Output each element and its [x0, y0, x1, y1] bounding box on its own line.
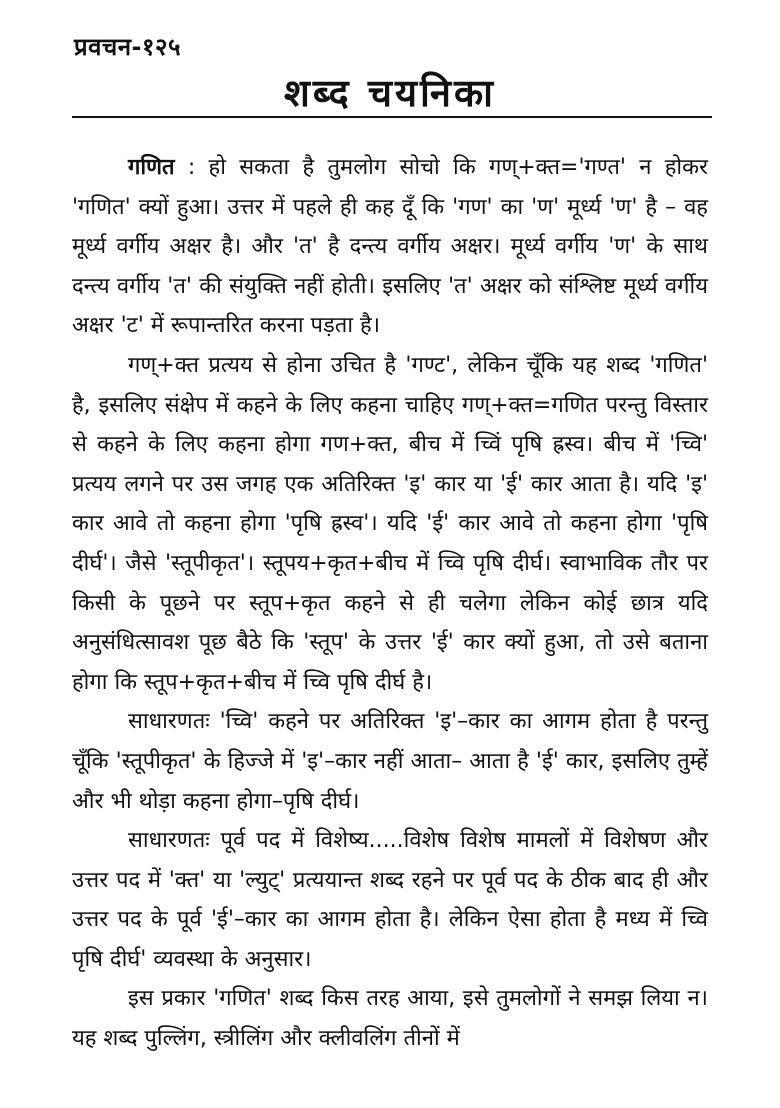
paragraph-text: साधारणतः पूर्व पद में विशेष्य.....विशेष विशेष मामलों में विशेषण और उत्तर पद में 'क्त' या 'ल्युट्' प्रत्ययान्त शब्द रहने पर पूर्व पद के ठीक बाद ही और उत्तर पद के पूर्व 'ई'–कार का आगम होता है। लेकिन ऐसा होता है मध्य में च्वि पृषि दीर्घ' व्यवस्था के अनुसार।	[72, 828, 708, 972]
paragraph-text: साधारणतः 'च्वि' कहने पर अतिरिक्त 'इ'–कार का आगम होता है परन्तु चूँकि 'स्तूपीकृत' के हिज्जे में 'इ'–कार नहीं आता– आता है 'ई' कार, इसलिए तुम्हें और भी थोड़ा कहना होगा–पृषि दीर्घ।	[72, 709, 708, 814]
term-heading: गणित	[128, 155, 175, 180]
paragraph-text: : हो सकता है तुमलोग सोचो कि गण्+क्त='गण्त' न होकर 'गणित' क्यों हुआ। उत्तर में पहले ही कह दूँ कि 'गण' का 'ण' मूर्ध्य 'ण' है – वह मूर्ध्य वर्गीय अक्षर है। और 'त' है दन्त्य वर्गीय अक्षर। मूर्ध्य वर्गीय 'ण' के साथ दन्त्य वर्गीय 'त' की संयुक्ति नहीं होती। इसलिए 'त' अक्षर को संश्लिष्ट मूर्ध्य वर्गीय अक्षर 'ट' में रूपान्तरित करना पड़ता है।	[72, 155, 708, 339]
paragraph-chvi-explanation	[72, 702, 708, 821]
paragraph-conclusion	[72, 979, 708, 1058]
page-title: शब्द चयनिका	[283, 71, 497, 115]
paragraph-text: गण्+क्त प्रत्यय से होना उचित है 'गण्ट', लेकिन चूँकि यह शब्द 'गणित' है, इसलिए संक्षेप में कहने के लिए कहना चाहिए गण्+क्त=गणित परन्तु विस्तार से कहने के लिए कहना होगा गण+क्त, बीच में च्विं पृषि ह्रस्व। बीच में 'च्वि' प्रत्यय लगने पर उस जगह एक अतिरिक्त 'इ' कार या 'ई' कार आता है। यदि 'इ' कार आवे तो कहना होगा 'पृषि ह्रस्व'। यदि 'ई' कार आवे तो कहना होगा 'पृषि दीर्घ'। जैसे 'स्तूपीकृत'। स्तूपय+कृत+बीच में च्वि पृषि दीर्घ। स्वाभाविक तौर पर किसी के पूछने पर स्तूप+कृत कहने से ही चलेगा लेकिन कोई छात्र यदि अनुसंधित्सावश पूछ बैठे कि 'स्तूप' के उत्तर 'ई' कार क्यों हुआ, तो उसे बताना होगा कि स्तूप+कृत+बीच में च्वि पृषि दीर्घ है।	[72, 352, 708, 695]
paragraph-purva-pad	[72, 821, 708, 979]
paragraph-ganit-definition	[72, 148, 708, 346]
paragraph-text: इस प्रकार 'गणित' शब्द किस तरह आया, इसे तुमलोगों ने समझ लिया न। यह शब्द पुल्लिंग, स्त्रीलिंग और क्लीवलिंग तीनों में	[72, 986, 708, 1052]
body-text	[72, 148, 708, 1059]
paragraph-pratyay-explanation	[72, 346, 708, 702]
title-divider	[72, 116, 712, 118]
chapter-label: प्रवचन-१२५	[74, 33, 181, 61]
